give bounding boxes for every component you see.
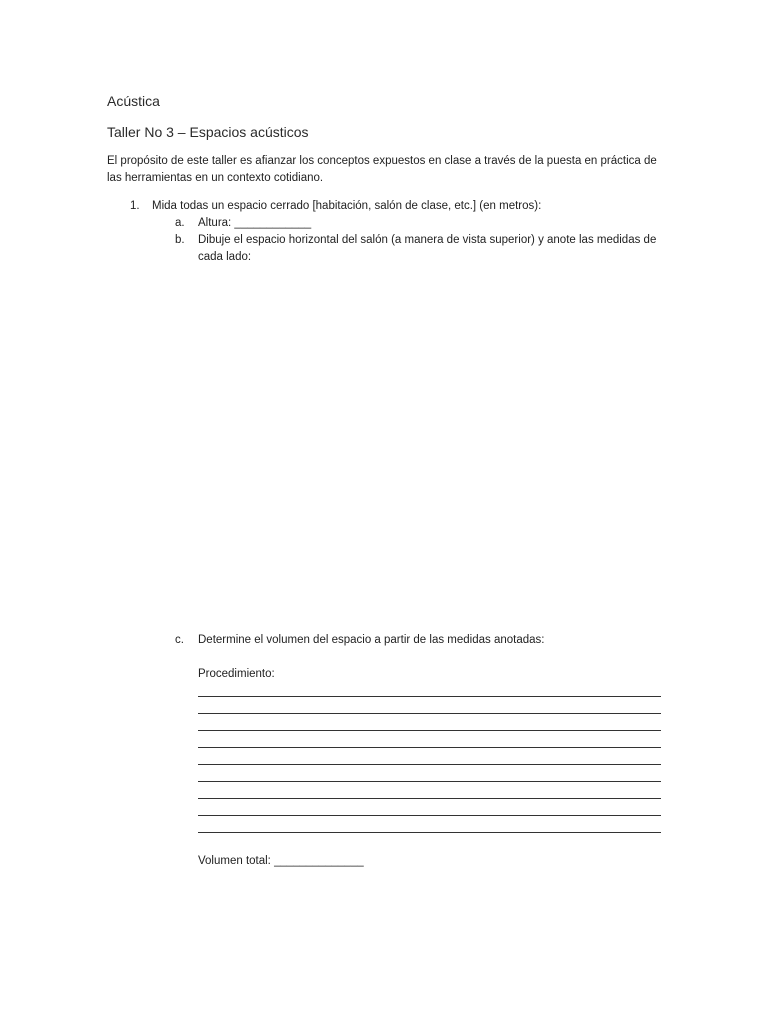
item-a-height-field: Altura: ____________ — [198, 217, 312, 229]
course-subject: Acústica — [107, 93, 160, 109]
worksheet-title: Taller No 3 – Espacios acústicos — [107, 124, 309, 140]
item-b-marker: b. — [175, 234, 185, 246]
answer-line — [198, 815, 661, 816]
answer-line — [198, 696, 661, 697]
answer-line — [198, 747, 661, 748]
total-volume-field: Volumen total: ______________ — [198, 855, 364, 867]
answer-line — [198, 730, 661, 731]
answer-line — [198, 713, 661, 714]
answer-line — [198, 832, 661, 833]
item-b-drawing-instruction: Dibuje el espacio horizontal del salón (a manera de vista superior) y anote las medidas de cada lado: — [198, 234, 657, 263]
item-c-volume-instruction: Determine el volumen del espacio a partir de las medidas anotadas: — [198, 634, 545, 646]
question-text: Mida todas un espacio cerrado [habitación, salón de clase, etc.] (en metros): — [152, 200, 542, 212]
item-a-marker: a. — [175, 217, 185, 229]
question-number: 1. — [130, 200, 140, 212]
procedure-label: Procedimiento: — [198, 668, 275, 680]
intro-paragraph: El propósito de este taller es afianzar los conceptos expuestos en clase a través de la puesta en práctica de las herramientas en un contexto cotidiano. — [107, 155, 657, 184]
item-c-marker: c. — [175, 634, 184, 646]
answer-line — [198, 798, 661, 799]
answer-line — [198, 781, 661, 782]
answer-line — [198, 764, 661, 765]
